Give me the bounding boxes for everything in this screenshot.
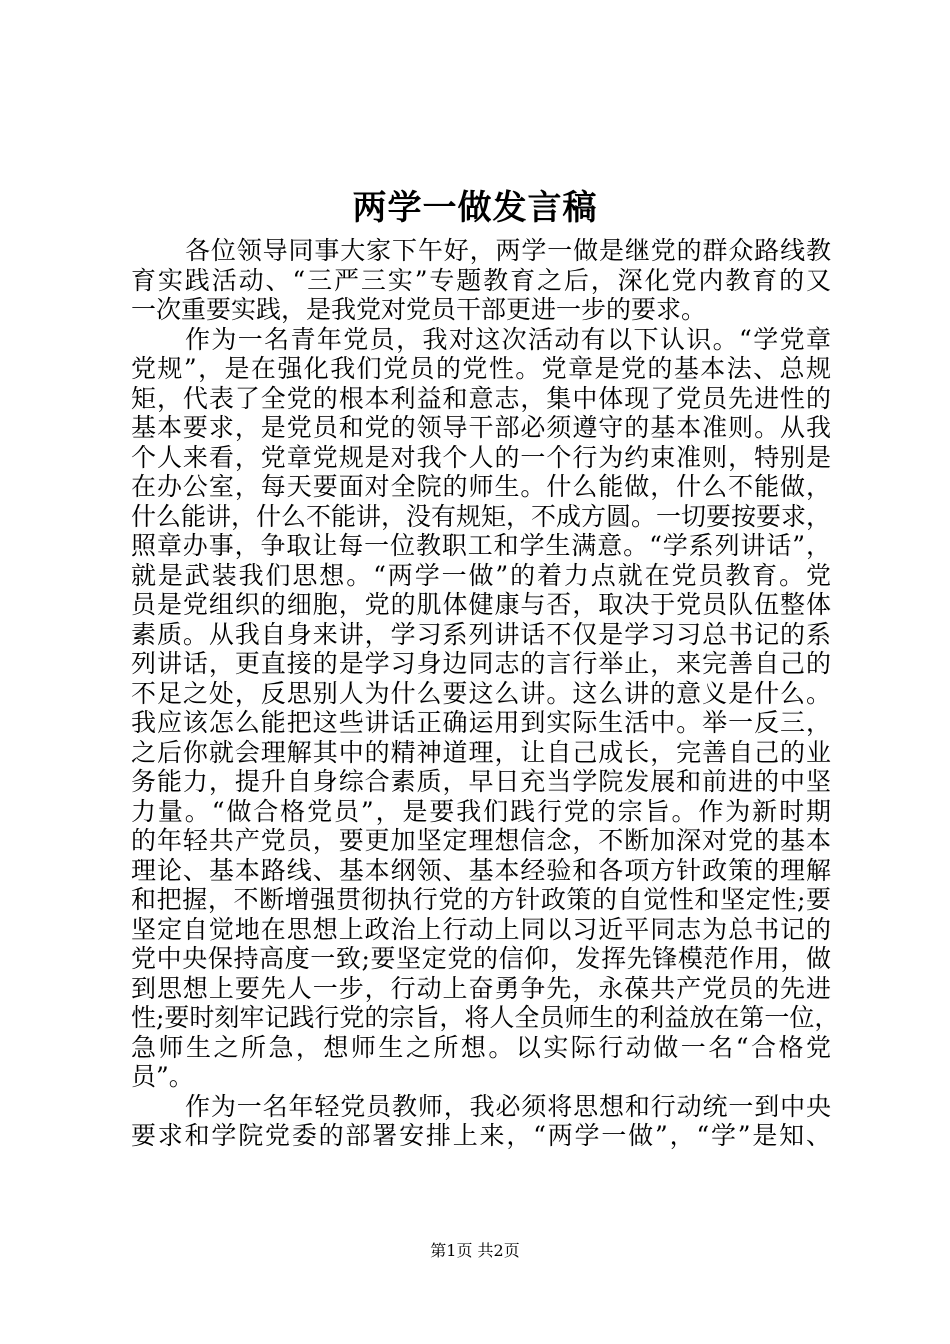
text-line: 坚定自觉地在思想上政治上行动上同以习近平同志为总书记的 — [131, 914, 831, 944]
text-line: 各位领导同事大家下午好，两学一做是继党的群众路线教 — [185, 236, 831, 265]
text-line: 理论、基本路线、基本纲领、基本经验和各项方针政策的理解 — [131, 855, 831, 885]
text-line: 基本要求，是党员和党的领导干部必须遵守的基本准则。从我 — [131, 413, 831, 442]
text-line: 性;要时刻牢记践行党的宗旨，将人全员师生的利益放在第一位， — [131, 1003, 840, 1032]
text-line: 作为一名年轻党员教师，我必须将思想和行动统一到中央 — [185, 1091, 831, 1121]
text-line: 急师生之所急，想师生之所想。以实际行动做一名“合格党 — [131, 1032, 831, 1062]
text-line: 党规”，是在强化我们党员的党性。党章是党的基本法、总规 — [131, 354, 831, 383]
text-line: 在办公室，每天要面对全院的师生。什么能做，什么不能做， — [131, 472, 831, 501]
text-line: 之后你就会理解其中的精神道理，让自己成长，完善自己的业 — [131, 737, 831, 767]
text-line: 一次重要实践，是我党对党员干部更进一步的要求。 — [131, 295, 707, 324]
text-line: 什么能讲，什么不能讲，没有规矩，不成方圆。一切要按要求， — [131, 501, 832, 531]
text-line: 到思想上要先人一步，行动上奋勇争先，永葆共产党员的先进 — [131, 973, 831, 1003]
text-line: 我应该怎么能把这些讲话正确运用到实际生活中。举一反三， — [131, 708, 831, 737]
page-title: 两学一做发言稿 — [352, 188, 598, 228]
page-footer: 第1页 共2页 — [430, 1241, 520, 1260]
text-line: 列讲话，更直接的是学习身边同志的言行举止，来完善自己的 — [131, 649, 831, 678]
text-line: 和把握，不断增强贯彻执行党的方针政策的自觉性和坚定性;要 — [131, 885, 831, 914]
text-line: 的年轻共产党员，要更加坚定理想信念，不断加深对党的基本 — [131, 826, 831, 855]
text-line: 矩，代表了全党的根本利益和意志，集中体现了党员先进性的 — [131, 383, 831, 413]
text-line: 照章办事，争取让每一位教职工和学生满意。“学系列讲话”， — [131, 531, 831, 560]
text-line: 素质。从我自身来讲，学习系列讲话不仅是学习习总书记的系 — [131, 619, 831, 649]
text-line: 不足之处，反思别人为什么要这么讲。这么讲的意义是什么。 — [131, 678, 831, 708]
text-line: 党中央保持高度一致;要坚定党的信仰，发挥先锋模范作用，做 — [131, 944, 831, 973]
text-line: 育实践活动、“三严三实”专题教育之后，深化党内教育的又 — [131, 265, 831, 295]
text-line: 就是武装我们思想。“两学一做”的着力点就在党员教育。党 — [131, 560, 831, 590]
document-body — [131, 236, 840, 1151]
text-line: 员是党组织的细胞，党的肌体健康与否，取决于党员队伍整体 — [131, 590, 831, 619]
text-line: 员”。 — [131, 1062, 194, 1091]
text-line: 个人来看，党章党规是对我个人的一个行为约束准则，特别是 — [131, 442, 831, 472]
text-line: 作为一名青年党员，我对这次活动有以下认识。“学党章 — [185, 324, 831, 354]
text-line: 务能力，提升自身综合素质，早日充当学院发展和前进的中坚 — [131, 767, 831, 796]
text-line: 要求和学院党委的部署安排上来，“两学一做”，“学”是知、 — [131, 1121, 831, 1150]
text-line: 力量。“做合格党员”，是要我们践行党的宗旨。作为新时期 — [131, 796, 831, 826]
